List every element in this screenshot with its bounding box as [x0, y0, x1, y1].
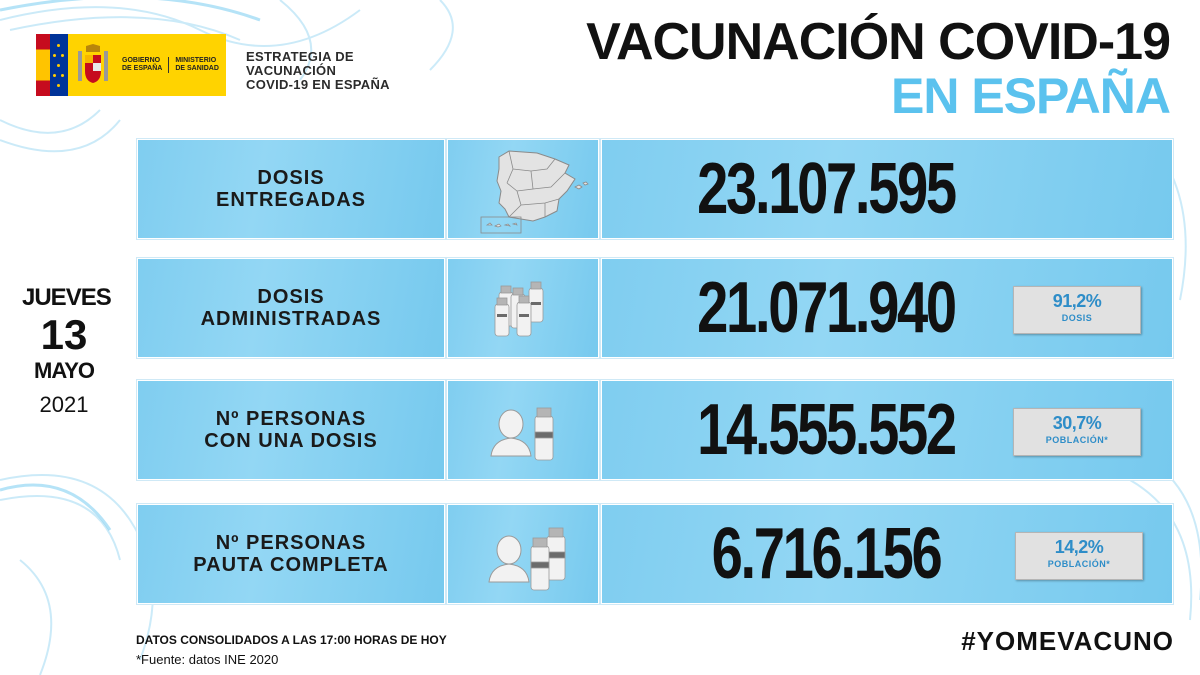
percent-badge [1013, 286, 1141, 334]
stat-label-line1: DOSIS [257, 286, 325, 308]
date-year: 2021 [39, 392, 89, 417]
stat-label-line1: Nº PERSONAS [215, 532, 367, 554]
stat-row-personas-una-dosis [136, 379, 1174, 481]
source-note: *Fuente: datos INE 2020 [136, 652, 279, 667]
stat-label-line1: Nº PERSONAS [215, 408, 367, 430]
stat-value: 6.716.156 [711, 514, 941, 594]
percent-value: 14,2% [1054, 537, 1104, 557]
strategy-line1: ESTRATEGIA DE [246, 49, 354, 64]
percent-label: POBLACIÓN* [1045, 435, 1109, 445]
page-subtitle: EN ESPAÑA [890, 68, 1170, 124]
report-date [22, 284, 111, 418]
strategy-title [246, 50, 390, 92]
stat-row-dosis-entregadas [136, 138, 1174, 240]
stat-label-line2: ENTREGADAS [215, 189, 366, 211]
stat-label [137, 258, 445, 358]
stat-label-line2: CON UNA DOSIS [204, 430, 378, 452]
stat-value: 14.555.552 [697, 390, 955, 470]
stat-label [137, 504, 445, 604]
eu-flag-icon [50, 34, 68, 96]
stat-value: 21.071.940 [697, 268, 955, 348]
percent-value: 91,2% [1052, 291, 1102, 311]
spain-map-icon [447, 139, 599, 239]
percent-value: 30,7% [1052, 413, 1102, 433]
hashtag: #YOMEVACUNO [961, 626, 1174, 656]
stat-row-dosis-administradas [136, 257, 1174, 359]
government-logo [36, 34, 226, 96]
strategy-line2: VACUNACIÓN [246, 63, 337, 78]
person-two-vials-icon [447, 504, 599, 604]
date-weekday: JUEVES [22, 284, 111, 311]
stat-label [137, 380, 445, 480]
date-day: 13 [40, 311, 88, 358]
ministry-line2: DE SANIDAD [175, 65, 219, 72]
date-month: MAYO [34, 358, 94, 383]
stat-label [137, 139, 445, 239]
stat-value: 23.107.595 [697, 149, 955, 229]
spain-flag-icon [36, 34, 50, 96]
page-title: VACUNACIÓN COVID-19 [586, 13, 1170, 71]
stat-label-line2: PAUTA COMPLETA [193, 554, 389, 576]
strategy-line3: COVID-19 EN ESPAÑA [246, 77, 390, 92]
percent-label: DOSIS [1061, 313, 1093, 323]
consolidated-note: DATOS CONSOLIDADOS A LAS 17:00 HORAS DE HOY [136, 633, 447, 647]
ministry-line1: MINISTERIO [175, 57, 217, 64]
percent-badge [1015, 532, 1143, 580]
coat-of-arms-icon [76, 43, 110, 87]
person-one-vial-icon [447, 380, 599, 480]
percent-badge [1013, 408, 1141, 456]
vaccine-vials-icon [447, 258, 599, 358]
gov-line1: GOBIERNO [122, 57, 161, 64]
stat-label-line1: DOSIS [257, 167, 325, 189]
stat-row-pauta-completa [136, 503, 1174, 605]
stat-label-line2: ADMINISTRADAS [200, 308, 382, 330]
gov-line2: DE ESPAÑA [122, 65, 163, 72]
percent-label: POBLACIÓN* [1047, 559, 1111, 569]
